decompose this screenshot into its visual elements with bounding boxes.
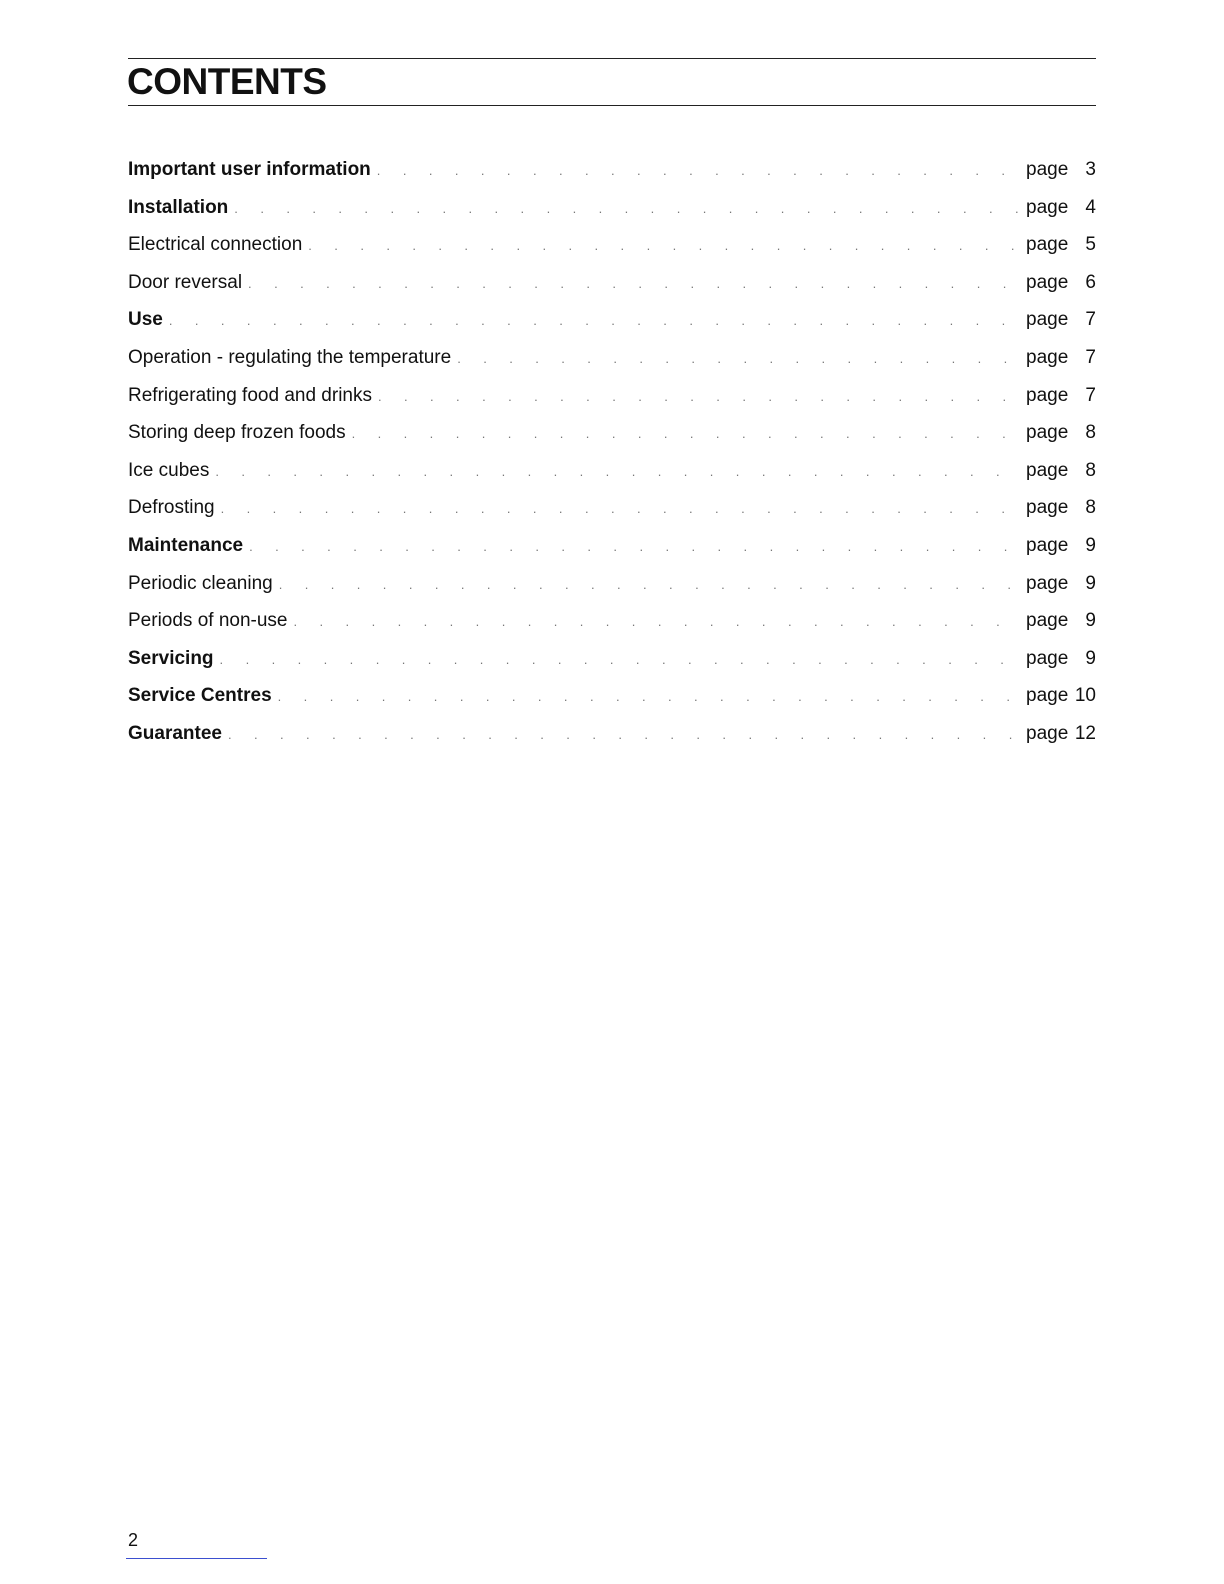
toc-entry-label: Refrigerating food and drinks	[128, 384, 372, 406]
toc-page-word: page	[1026, 234, 1069, 256]
toc-page-number: 9	[1085, 572, 1096, 594]
dot-leader	[377, 152, 1022, 190]
toc-entry[interactable]	[128, 377, 1096, 415]
toc-entry-label: Guarantee	[128, 722, 222, 744]
toc-page-number: 7	[1085, 346, 1096, 368]
toc-entry-label: Maintenance	[128, 534, 244, 556]
toc-entry[interactable]	[128, 414, 1096, 452]
toc-page-word: page	[1026, 271, 1069, 293]
toc-entry-label: Service Centres	[128, 685, 272, 707]
toc-page-number: 4	[1085, 196, 1096, 218]
toc-entry[interactable]	[128, 565, 1096, 603]
dot-leader	[378, 378, 1022, 416]
toc-page-number: 9	[1085, 610, 1096, 632]
dot-leader	[169, 302, 1022, 340]
table-of-contents	[128, 151, 1096, 753]
title-top-rule	[128, 58, 1096, 59]
toc-page-word: page	[1026, 685, 1069, 707]
toc-page-word: page	[1026, 572, 1069, 594]
toc-entry-label: Installation	[128, 196, 229, 218]
toc-entry[interactable]	[128, 489, 1096, 527]
toc-page-word: page	[1026, 722, 1069, 744]
toc-page-word: page	[1026, 196, 1069, 218]
dot-leader	[308, 227, 1022, 265]
toc-page-word: page	[1026, 346, 1069, 368]
toc-page-word: page	[1026, 422, 1069, 444]
toc-entry[interactable]	[128, 339, 1096, 377]
toc-entry[interactable]	[128, 151, 1096, 189]
dot-leader	[457, 340, 1022, 378]
toc-entry-label: Use	[128, 309, 163, 331]
footer-rule	[126, 1558, 267, 1559]
page-number: 2	[128, 1530, 139, 1550]
dot-leader	[352, 415, 1022, 453]
toc-page-word: page	[1026, 384, 1069, 406]
toc-entry-label: Ice cubes	[128, 459, 210, 481]
toc-page-number: 7	[1085, 309, 1096, 331]
dot-leader	[249, 528, 1022, 566]
toc-entry[interactable]	[128, 301, 1096, 339]
toc-entry[interactable]	[128, 189, 1096, 227]
dot-leader	[220, 641, 1022, 679]
toc-entry-label: Periodic cleaning	[128, 572, 273, 594]
toc-entry-label: Door reversal	[128, 271, 243, 293]
toc-page-word: page	[1026, 534, 1069, 556]
toc-entry-label: Storing deep frozen foods	[128, 422, 346, 444]
title-bottom-rule	[128, 105, 1096, 106]
toc-page-number: 8	[1085, 422, 1096, 444]
dot-leader	[234, 190, 1022, 228]
dot-leader	[278, 678, 1022, 716]
dot-leader	[248, 265, 1022, 303]
dot-leader	[221, 490, 1022, 528]
toc-entry-label: Important user information	[128, 159, 371, 180]
toc-page-word: page	[1026, 647, 1069, 669]
toc-page-number: 9	[1085, 534, 1096, 556]
toc-entry[interactable]	[128, 640, 1096, 678]
toc-entry[interactable]	[128, 452, 1096, 490]
toc-page-number: 12	[1074, 722, 1096, 744]
toc-page-number: 8	[1085, 459, 1096, 481]
toc-page-number: 8	[1085, 497, 1096, 519]
toc-entry-label: Defrosting	[128, 497, 215, 519]
dot-leader	[215, 453, 1022, 491]
toc-entry[interactable]	[128, 677, 1096, 715]
toc-entry-label: Electrical connection	[128, 234, 303, 256]
toc-page-word: page	[1026, 309, 1069, 331]
toc-entry-label: Operation - regulating the temperature	[128, 346, 452, 368]
page-title: CONTENTS	[127, 61, 327, 102]
toc-page-number: 6	[1085, 271, 1096, 293]
dot-leader	[228, 716, 1022, 754]
toc-entry[interactable]	[128, 226, 1096, 264]
toc-page-number: 3	[1085, 159, 1096, 180]
toc-entry[interactable]	[128, 715, 1096, 753]
toc-entry-label: Periods of non-use	[128, 610, 288, 632]
toc-entry[interactable]	[128, 264, 1096, 302]
toc-page-number: 9	[1085, 647, 1096, 669]
toc-entry-label: Servicing	[128, 647, 214, 669]
toc-entry[interactable]	[128, 527, 1096, 565]
toc-entry[interactable]	[128, 602, 1096, 640]
toc-page-number: 10	[1074, 685, 1096, 707]
toc-page-number: 7	[1085, 384, 1096, 406]
toc-page-word: page	[1026, 610, 1069, 632]
toc-page-word: page	[1026, 459, 1069, 481]
toc-page-word: page	[1026, 159, 1069, 180]
toc-page-word: page	[1026, 497, 1069, 519]
dot-leader	[294, 603, 1023, 641]
toc-page-number: 5	[1085, 234, 1096, 256]
dot-leader	[279, 566, 1022, 604]
